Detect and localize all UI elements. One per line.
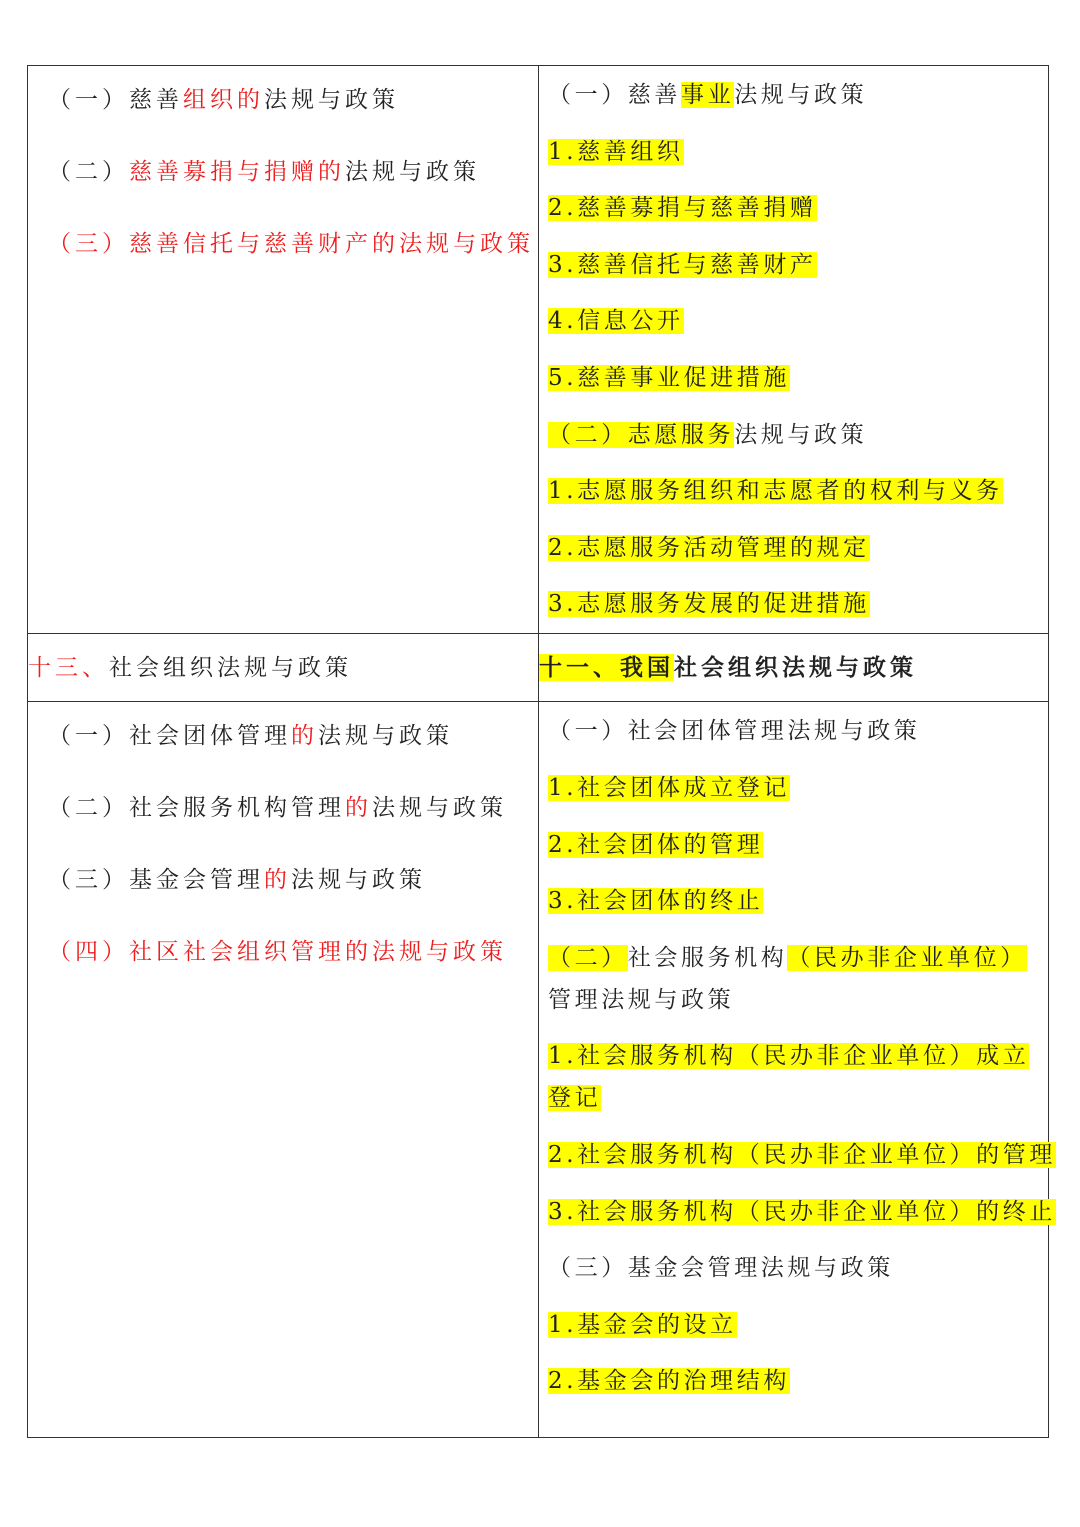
text-segment: （一）慈善 <box>48 87 183 113</box>
right-item <box>548 527 1042 569</box>
emphasis-text: 十三、 <box>28 654 109 681</box>
right-item <box>548 1247 1042 1289</box>
left-item <box>48 154 530 190</box>
left-item <box>48 862 530 898</box>
highlighted-text: 2.基金会的治理结构 <box>548 1368 790 1395</box>
right-item <box>548 300 1042 342</box>
text-segment: （一）社会团体管理法规与政策 <box>548 718 921 745</box>
left-section-header <box>28 634 539 702</box>
emphasis-text: （三）慈善信托与慈善财产的法规与政策 <box>48 231 534 257</box>
left-item <box>48 790 530 826</box>
text-segment: （一）慈善 <box>548 82 681 108</box>
text-segment: 法规与政策 <box>734 82 868 108</box>
highlighted-text: 十一、我国 <box>539 653 674 681</box>
text-segment: （二） <box>48 159 129 185</box>
highlighted-text: 3.慈善信托与慈善财产 <box>548 251 817 278</box>
left-item <box>48 82 530 118</box>
left-item <box>48 934 530 970</box>
left-item <box>48 226 534 262</box>
right-item <box>548 1035 1042 1119</box>
text-segment: 法规与政策 <box>372 795 507 822</box>
right-item <box>548 710 1042 752</box>
right-item <box>548 1191 1056 1233</box>
right-item <box>548 470 1042 512</box>
right-item <box>548 1360 1042 1402</box>
highlighted-text: 5.慈善事业促进措施 <box>548 364 790 391</box>
text-segment: （二）社会服务机构管理 <box>48 795 345 822</box>
right-item <box>548 583 1042 625</box>
right-item <box>548 1304 1042 1346</box>
highlighted-text: 1.社会团体成立登记 <box>548 774 790 801</box>
highlighted-text: （二） <box>548 944 628 971</box>
text-segment: 管理法规与政策 <box>548 986 735 1013</box>
emphasis-text: 慈善募捐与捐赠的 <box>129 159 345 185</box>
left-cell <box>28 702 539 1438</box>
right-cell <box>539 702 1056 1438</box>
right-item <box>548 1134 1056 1176</box>
highlighted-text: 1.社会服务机构（民办非企业单位）成立登记 <box>548 1043 1030 1112</box>
text-segment: 法规与政策 <box>318 723 453 750</box>
right-item <box>548 880 1042 922</box>
text-segment: 法规与政策 <box>264 87 399 113</box>
text-segment: 社会组织法规与政策 <box>109 654 352 681</box>
text-segment: 社会服务机构 <box>627 944 788 971</box>
text-segment: 法规与政策 <box>734 421 868 448</box>
highlighted-text: （民办非企业单位） <box>787 944 1027 971</box>
highlighted-text: 1.基金会的设立 <box>548 1311 737 1338</box>
highlighted-text: 3.社会团体的终止 <box>548 888 764 915</box>
comparison-table <box>27 65 1056 1438</box>
text-segment: （一）社会团体管理 <box>48 723 291 750</box>
text-segment: （三）基金会管理 <box>48 867 264 894</box>
table-row <box>28 702 1049 1438</box>
right-item <box>548 414 1042 456</box>
right-item <box>548 74 1042 116</box>
right-item <box>548 824 1042 866</box>
text-segment: 法规与政策 <box>291 867 426 894</box>
text-segment: 社会组织法规与政策 <box>674 653 917 681</box>
highlighted-text: 2.社会服务机构（民办非企业单位）的管理 <box>548 1141 1056 1168</box>
left-item <box>48 718 530 754</box>
emphasis-text: 的 <box>291 723 318 750</box>
highlighted-text: 1.慈善组织 <box>548 138 684 165</box>
highlighted-text: 3.志愿服务发展的促进措施 <box>548 591 870 618</box>
emphasis-text: 的 <box>264 867 291 894</box>
right-section-header <box>539 634 1049 702</box>
highlighted-text: （二）志愿服务 <box>548 421 735 448</box>
text-segment: （三）基金会管理法规与政策 <box>548 1255 894 1282</box>
text-segment: 法规与政策 <box>345 159 480 185</box>
emphasis-text: 的 <box>345 795 372 822</box>
right-item <box>548 937 1042 1021</box>
emphasis-text: （四）社区社会组织管理的法规与政策 <box>48 939 507 966</box>
highlighted-text: 2.慈善募捐与慈善捐赠 <box>548 195 817 222</box>
right-cell <box>539 66 1049 634</box>
highlighted-text: 2.志愿服务活动管理的规定 <box>548 534 870 561</box>
highlighted-text: 3.社会服务机构（民办非企业单位）的终止 <box>548 1198 1056 1225</box>
section-title <box>539 647 1048 689</box>
table-row <box>28 66 1049 634</box>
section-title <box>28 647 538 689</box>
left-cell <box>28 66 539 634</box>
highlighted-text: 1.志愿服务组织和志愿者的权利与义务 <box>548 478 1003 505</box>
highlighted-text: 2.社会团体的管理 <box>548 831 764 858</box>
right-item <box>548 767 1042 809</box>
section-header-row <box>28 634 1049 702</box>
emphasis-text: 组织的 <box>183 87 264 113</box>
highlighted-text: 事业 <box>681 82 735 108</box>
right-item <box>548 244 1042 286</box>
right-item <box>548 131 1042 173</box>
highlighted-text: 4.信息公开 <box>548 308 684 335</box>
right-item <box>548 357 1042 399</box>
right-item <box>548 187 1042 229</box>
